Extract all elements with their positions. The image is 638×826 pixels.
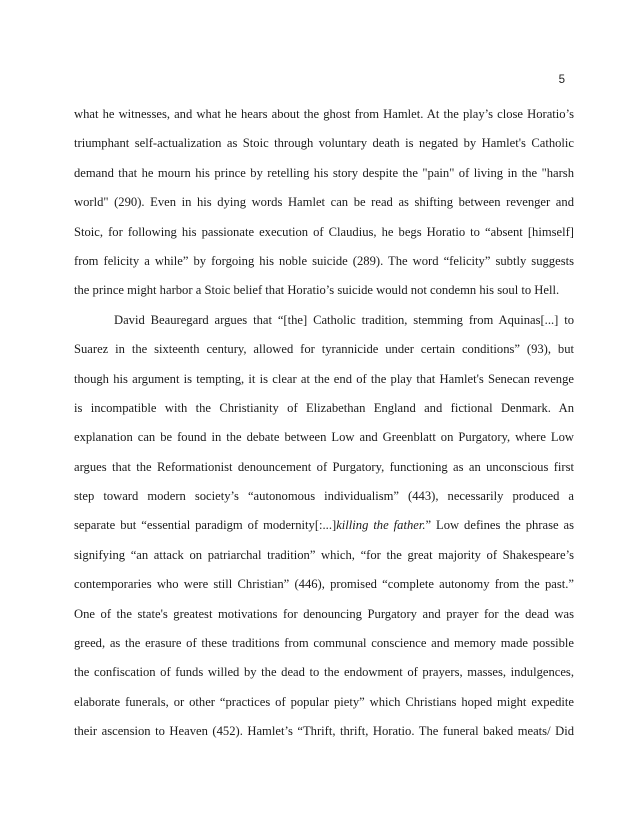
text-line: Suarez in the sixteenth century, allowed for tyrannicide under certain conditions” (93), but xyxy=(74,342,574,357)
line-segment: separate but “essential paradigm of modernity[:...] xyxy=(74,518,337,533)
text-line: demand that he mourn his prince by retelling his story despite the "pain" of living in the "harsh xyxy=(74,165,574,180)
text-line: explanation can be found in the debate between Low and Greenblatt on Purgatory, where Low xyxy=(74,430,574,445)
text-line: what he witnesses, and what he hears about the ghost from Hamlet. At the play’s close Horatio’s xyxy=(74,107,574,121)
text-line: greed, as the erasure of these traditions from communal conscience and memory made possible xyxy=(74,636,574,651)
text-line: though his argument is tempting, it is clear at the end of the play that Hamlet's Senecan revenge xyxy=(74,371,574,386)
text-line: One of the state's greatest motivations for denouncing Purgatory and prayer for the dead was xyxy=(74,606,574,621)
text-line: elaborate funerals, or other “practices of popular piety” which Christians hoped might expedite xyxy=(74,694,574,709)
paragraph-end-line: the prince might harbor a Stoic belief that Horatio’s suicide would not condemn his soul to Hell. xyxy=(74,283,560,298)
text-line-with-italic xyxy=(74,511,574,540)
text-line: world" (290). Even in his dying words Hamlet can be read as shifting between revenger and xyxy=(74,195,574,210)
paragraph-start-line: David Beauregard argues that “[the] Catholic tradition, stemming from Aquinas[...] to xyxy=(114,312,574,327)
text-line: triumphant self-actualization as Stoic through voluntary death is negated by Hamlet's Catholic xyxy=(74,136,574,151)
text-line: contemporaries who were still Christian” (446), promised “complete autonomy from the past.” xyxy=(74,577,574,592)
text-line: from felicity a while” by forgoing his noble suicide (289). The word “felicity” subtly suggests xyxy=(74,253,574,268)
text-line: Stoic, for following his passionate execution of Claudius, he begs Horatio to “absent [himself] xyxy=(74,224,574,239)
text-line: their ascension to Heaven (452). Hamlet’s “Thrift, thrift, Horatio. The funeral baked meats/ Did xyxy=(74,724,574,739)
text-line: is incompatible with the Christianity of Elizabethan England and fictional Denmark. An xyxy=(74,400,574,415)
text-line: signifying “an attack on patriarchal tradition” which, “for the great majority of Shakespeare’s xyxy=(74,547,574,562)
page-number: 5 xyxy=(558,74,565,86)
body-text xyxy=(74,100,574,747)
text-line: argues that the Reformationist denouncement of Purgatory, functioning as an unconscious first xyxy=(74,459,574,474)
text-line: the confiscation of funds willed by the dead to the endowment of prayers, masses, indulgences, xyxy=(74,665,574,680)
italic-phrase: killing the father. xyxy=(336,518,426,533)
line-segment: ” Low defines the phrase as xyxy=(425,518,575,533)
text-line: step toward modern society’s “autonomous individualism” (443), necessarily produced a xyxy=(74,489,574,504)
